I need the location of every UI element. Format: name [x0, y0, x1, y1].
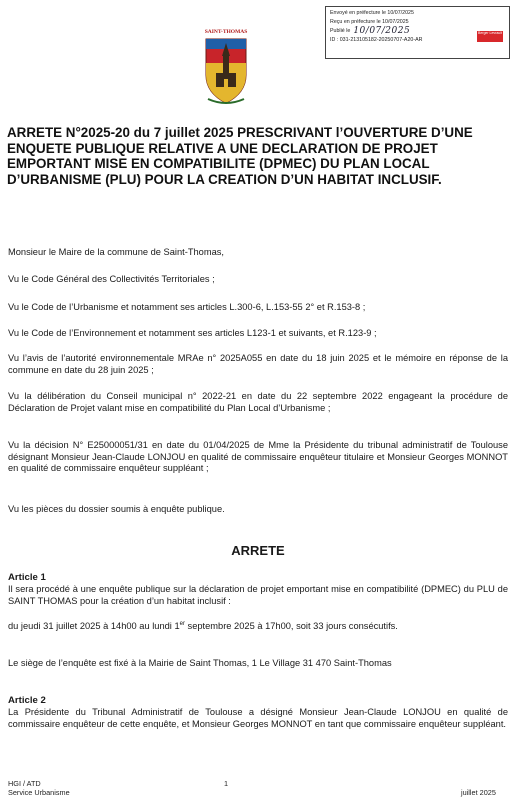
- visa-mrae: Vu l’avis de l’autorité environnementale MRAe n° 2025A055 en date du 18 juin 2025 et le mémoire en réponse de la commune en date du 28 juin 2025 ;: [8, 353, 508, 375]
- article-2-title: Article 2: [8, 695, 46, 706]
- mayor-line: Monsieur le Maire de la commune de Saint-Thomas,: [8, 247, 224, 257]
- stamp-handwritten-date: 10/07/2025: [353, 26, 411, 36]
- visa-decision: Vu la décision N° E25000051/31 en date du 01/04/2025 de Mme la Présidente du tribunal administratif de Toulouse désignant Monsieur Jean-Claude LONJOU en qualité de commissaire enquêteur titulaire et Monsieur Georges MONNOT en qualité de commissaire enquêteur suppléant ;: [8, 440, 508, 473]
- stamp-sent-line: Envoyé en préfecture le 10/07/2025: [330, 10, 414, 16]
- page-number: 1: [224, 779, 229, 788]
- arrete-heading: ARRETE: [231, 543, 285, 558]
- footer-left: [8, 779, 70, 797]
- article-1-dates-start: du jeudi 31 juillet 2025 à 14h00 au lundi 1: [8, 621, 180, 631]
- visa-pieces: Vu les pièces du dossier soumis à enquête publique.: [8, 504, 225, 514]
- footer-service-code: HGI / ATD: [8, 779, 41, 788]
- visa-environnement: Vu le Code de l’Environnement et notamment ses articles L123-1 et suivants, et R.123-9 ;: [8, 328, 377, 338]
- prefecture-stamp: [325, 6, 510, 59]
- article-1-dates-sup: er: [179, 620, 185, 627]
- footer-service-name: Service Urbanisme: [8, 788, 70, 797]
- stamp-received-line: Reçu en préfecture le 10/07/2025: [330, 19, 409, 25]
- visa-deliberation: Vu la délibération du Conseil municipal n° 2022-21 en date du 22 septembre 2022 engageant la procédure de Déclaration de Projet valant mise en compatibilité du Plan Local d’Urbanisme ;: [8, 391, 508, 413]
- visa-cgct: Vu le Code Général des Collectivités Territoriales ;: [8, 274, 215, 284]
- stamp-logo: Berger Levrault: [477, 31, 503, 42]
- decree-title: ARRETE N°2025-20 du 7 juillet 2025 PRESCRIVANT l’OUVERTURE D’UNE ENQUETE PUBLIQUE RELATIVE A UNE DECLARATION DE PROJET EMPORTANT MISE EN COMPATIBILITE (DPMEC) DU PLAN LOCAL D’URBANISME (PLU) POUR LA CREATION D’UN HABITAT INCLUSIF.: [7, 125, 473, 187]
- saint-thomas-crest-icon: [200, 29, 252, 105]
- stamp-published-label: Publié le: [330, 28, 351, 34]
- article-1-text: Il sera procédé à une enquête publique sur la déclaration de projet emportant mise en compatibilité (DPMEC) du PLU de SAINT THOMAS pour la création d’un habitat inclusif :: [8, 584, 508, 606]
- footer-date: juillet 2025: [461, 788, 496, 797]
- article-1-dates-end: septembre 2025 à 17h00, soit 33 jours consécutifs.: [184, 621, 398, 631]
- article-1-dates: [8, 621, 508, 633]
- stamp-id-line: ID : 031-213105182-20250707-A20-AR: [330, 37, 423, 43]
- crest-name: SAINT-THOMAS: [204, 29, 248, 35]
- article-2-text: La Présidente du Tribunal Administratif de Toulouse a désigné Monsieur Jean-Claude LONJOU en qualité de commissaire enquêteur de cette enquête, et Monsieur Georges MONNOT en tant que commissaire enquêteur suppléant.: [8, 707, 508, 729]
- visa-urbanisme: Vu le Code de l’Urbanisme et notamment ses articles L.300-6, L.153-55 2° et R.153-8 ;: [8, 302, 366, 312]
- article-1-seat: Le siège de l’enquête est fixé à la Mairie de Saint Thomas, 1 Le Village 31 470 Saint-Thomas: [8, 658, 392, 668]
- article-1-title: Article 1: [8, 572, 46, 583]
